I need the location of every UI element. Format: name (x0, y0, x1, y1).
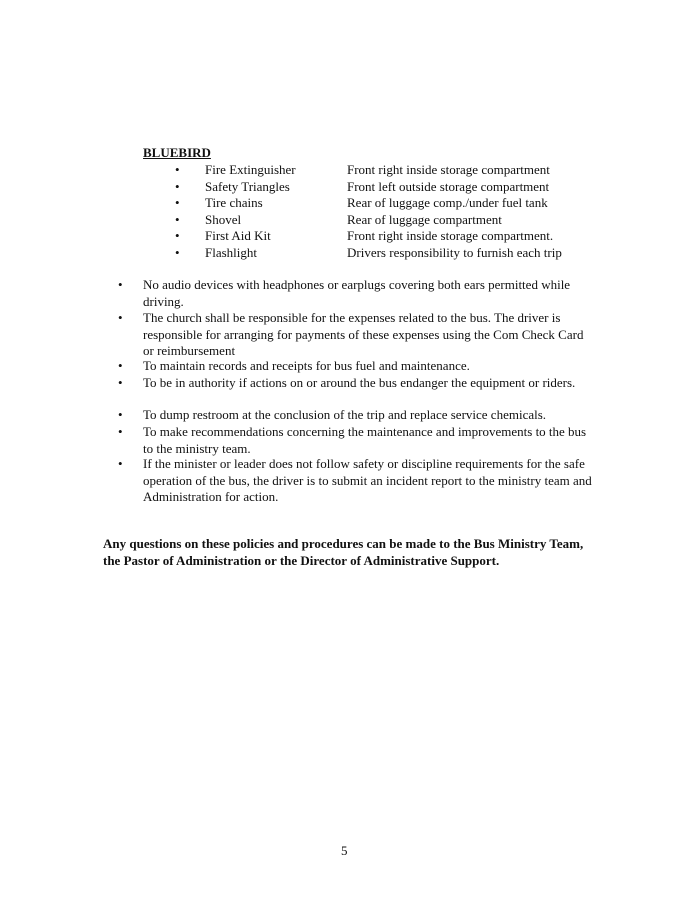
equipment-location: Front left outside storage compartment (347, 178, 550, 194)
equipment-location: Rear of luggage compartment (347, 211, 502, 227)
equipment-item: Fire Extinguisher (205, 162, 296, 177)
equipment-location: Rear of luggage comp./under fuel tank (347, 195, 548, 210)
duty-text: To be in authority if actions on or around the bus endanger the equipment or riders. (143, 375, 576, 390)
bullet-icon: • (175, 195, 180, 210)
equipment-item: Safety Triangles (205, 178, 290, 194)
bullet-icon: • (118, 375, 123, 390)
equipment-item: Shovel (205, 211, 242, 227)
duty-text: To make recommendations concerning the maintenance and improvements to the bus to the ministry team. (143, 424, 587, 456)
bullet-icon: • (118, 310, 123, 325)
page-number: 5 (341, 843, 348, 858)
equipment-item: Flashlight (205, 244, 258, 260)
duty-text: No audio devices with headphones or earplugs covering both ears permitted while driving. (143, 277, 571, 309)
bullet-icon: • (118, 456, 123, 471)
bullet-icon: • (175, 228, 180, 243)
bullet-icon: • (118, 358, 123, 373)
closing-statement: Any questions on these policies and procedures can be made to the Bus Ministry Team, the Pastor of Administration or the Director of Administrative Support. (103, 536, 584, 568)
bullet-icon: • (118, 424, 123, 439)
section-heading: BLUEBIRD (143, 145, 211, 160)
bullet-icon: • (175, 244, 180, 260)
equipment-location: Front right inside storage compartment (347, 162, 550, 177)
equipment-location: Front right inside storage compartment. (347, 228, 554, 243)
bullet-icon: • (118, 277, 123, 292)
equipment-location: Drivers responsibility to furnish each trip (347, 244, 562, 260)
equipment-item: Tire chains (205, 195, 263, 210)
bullet-icon: • (175, 162, 180, 177)
duty-text: To maintain records and receipts for bus fuel and maintenance. (143, 358, 470, 373)
bullet-icon: • (175, 178, 180, 194)
equipment-item: First Aid Kit (205, 228, 271, 243)
bullet-icon: • (175, 211, 180, 227)
duty-text: The church shall be responsible for the expenses related to the bus. The driver is responsible for arranging for payments of these expenses using the Com Check Card or reimbursement (143, 310, 584, 358)
duty-text: To dump restroom at the conclusion of the trip and replace service chemicals. (143, 407, 547, 422)
duty-text: If the minister or leader does not follow safety or discipline requirements for the safe operation of the bus, the driver is to submit an incident report to the ministry team and Administration for action. (143, 456, 592, 504)
bullet-icon: • (118, 407, 123, 422)
